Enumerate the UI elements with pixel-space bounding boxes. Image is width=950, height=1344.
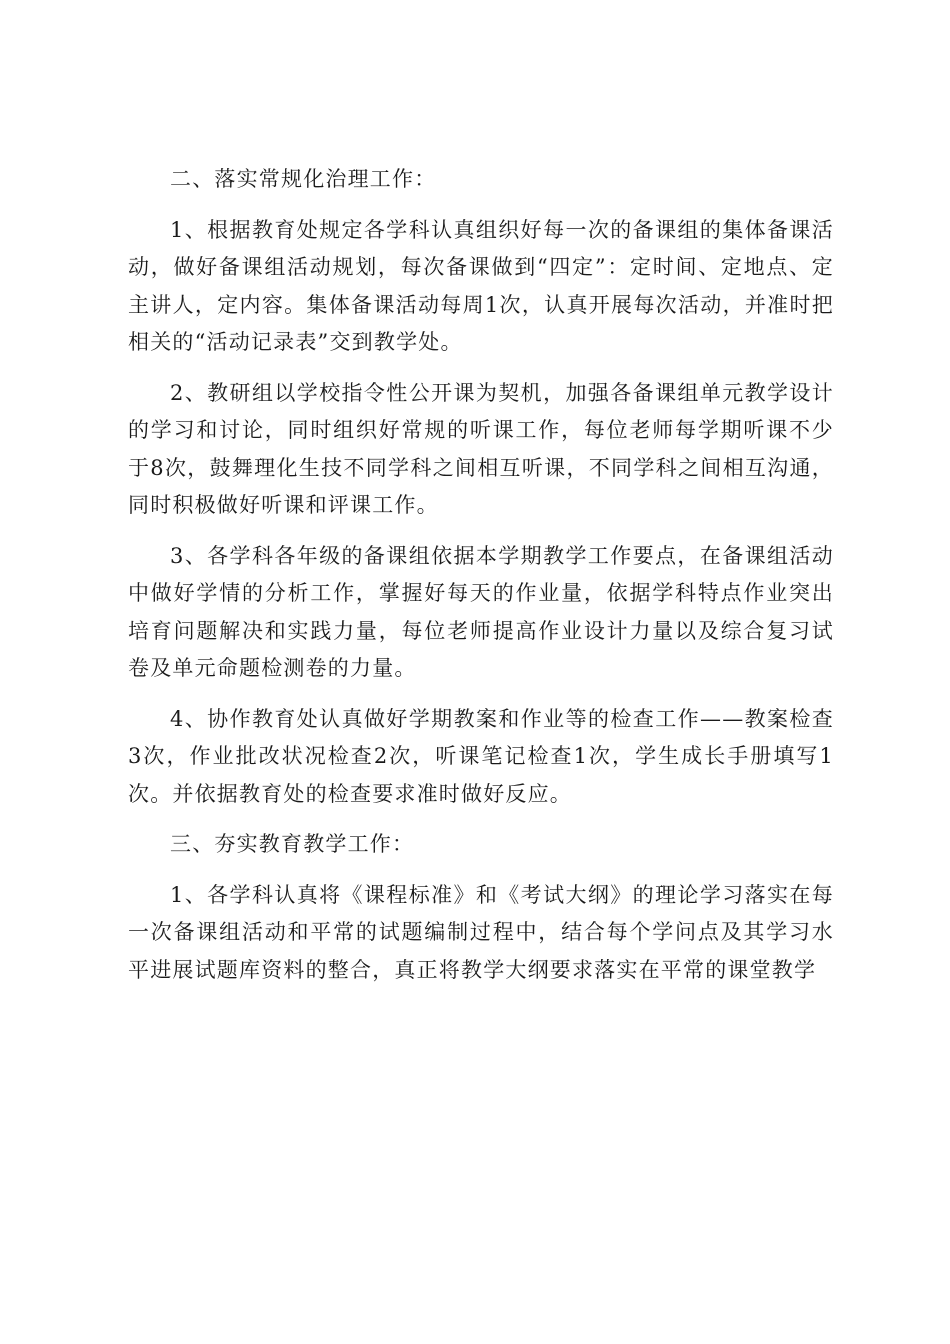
paragraph-2-4: 4、协作教育处认真做好学期教案和作业等的检查工作——教案检查3次，作业批改状况检查2次，听课笔记检查1次，学生成长手册填写1次。并依据教育处的检查要求准时做好反应。	[128, 706, 834, 806]
paragraph-2-1: 1、根据教育处规定各学科认真组织好每一次的备课组的集体备课活动，做好备课组活动规划，每次备课做到“四定”：定时间、定地点、定主讲人，定内容。集体备课活动每周1次，认真开展每次活动，并准时把相关的“活动记录表”交到教学处。	[128, 217, 834, 354]
paragraph-2-2: 2、教研组以学校指令性公开课为契机，加强各备课组单元教学设计的学习和讨论，同时组织好常规的听课工作，每位老师每学期听课不少于8次，鼓舞理化生技不同学科之间相互听课，不同学科之间相互沟通，同时积极做好听课和评课工作。	[128, 380, 834, 517]
section-heading-2: 二、落实常规化治理工作：	[170, 167, 437, 191]
paragraph-3-1: 1、各学科认真将《课程标准》和《考试大纲》的理论学习落实在每一次备课组活动和平常的试题编制过程中，结合每个学问点及其学习水平进展试题库资料的整合，真正将教学大纲要求落实在平常的课堂教学	[128, 882, 834, 982]
paragraph-2-3: 3、各学科各年级的备课组依据本学期教学工作要点，在备课组活动中做好学情的分析工作，掌握好每天的作业量，依据学科特点作业突出培育问题解决和实践力量，每位老师提高作业设计力量以及综合复习试卷及单元命题检测卷的力量。	[128, 543, 834, 680]
section-heading-3: 三、夯实教育教学工作：	[170, 832, 415, 856]
document-page	[128, 161, 834, 1002]
